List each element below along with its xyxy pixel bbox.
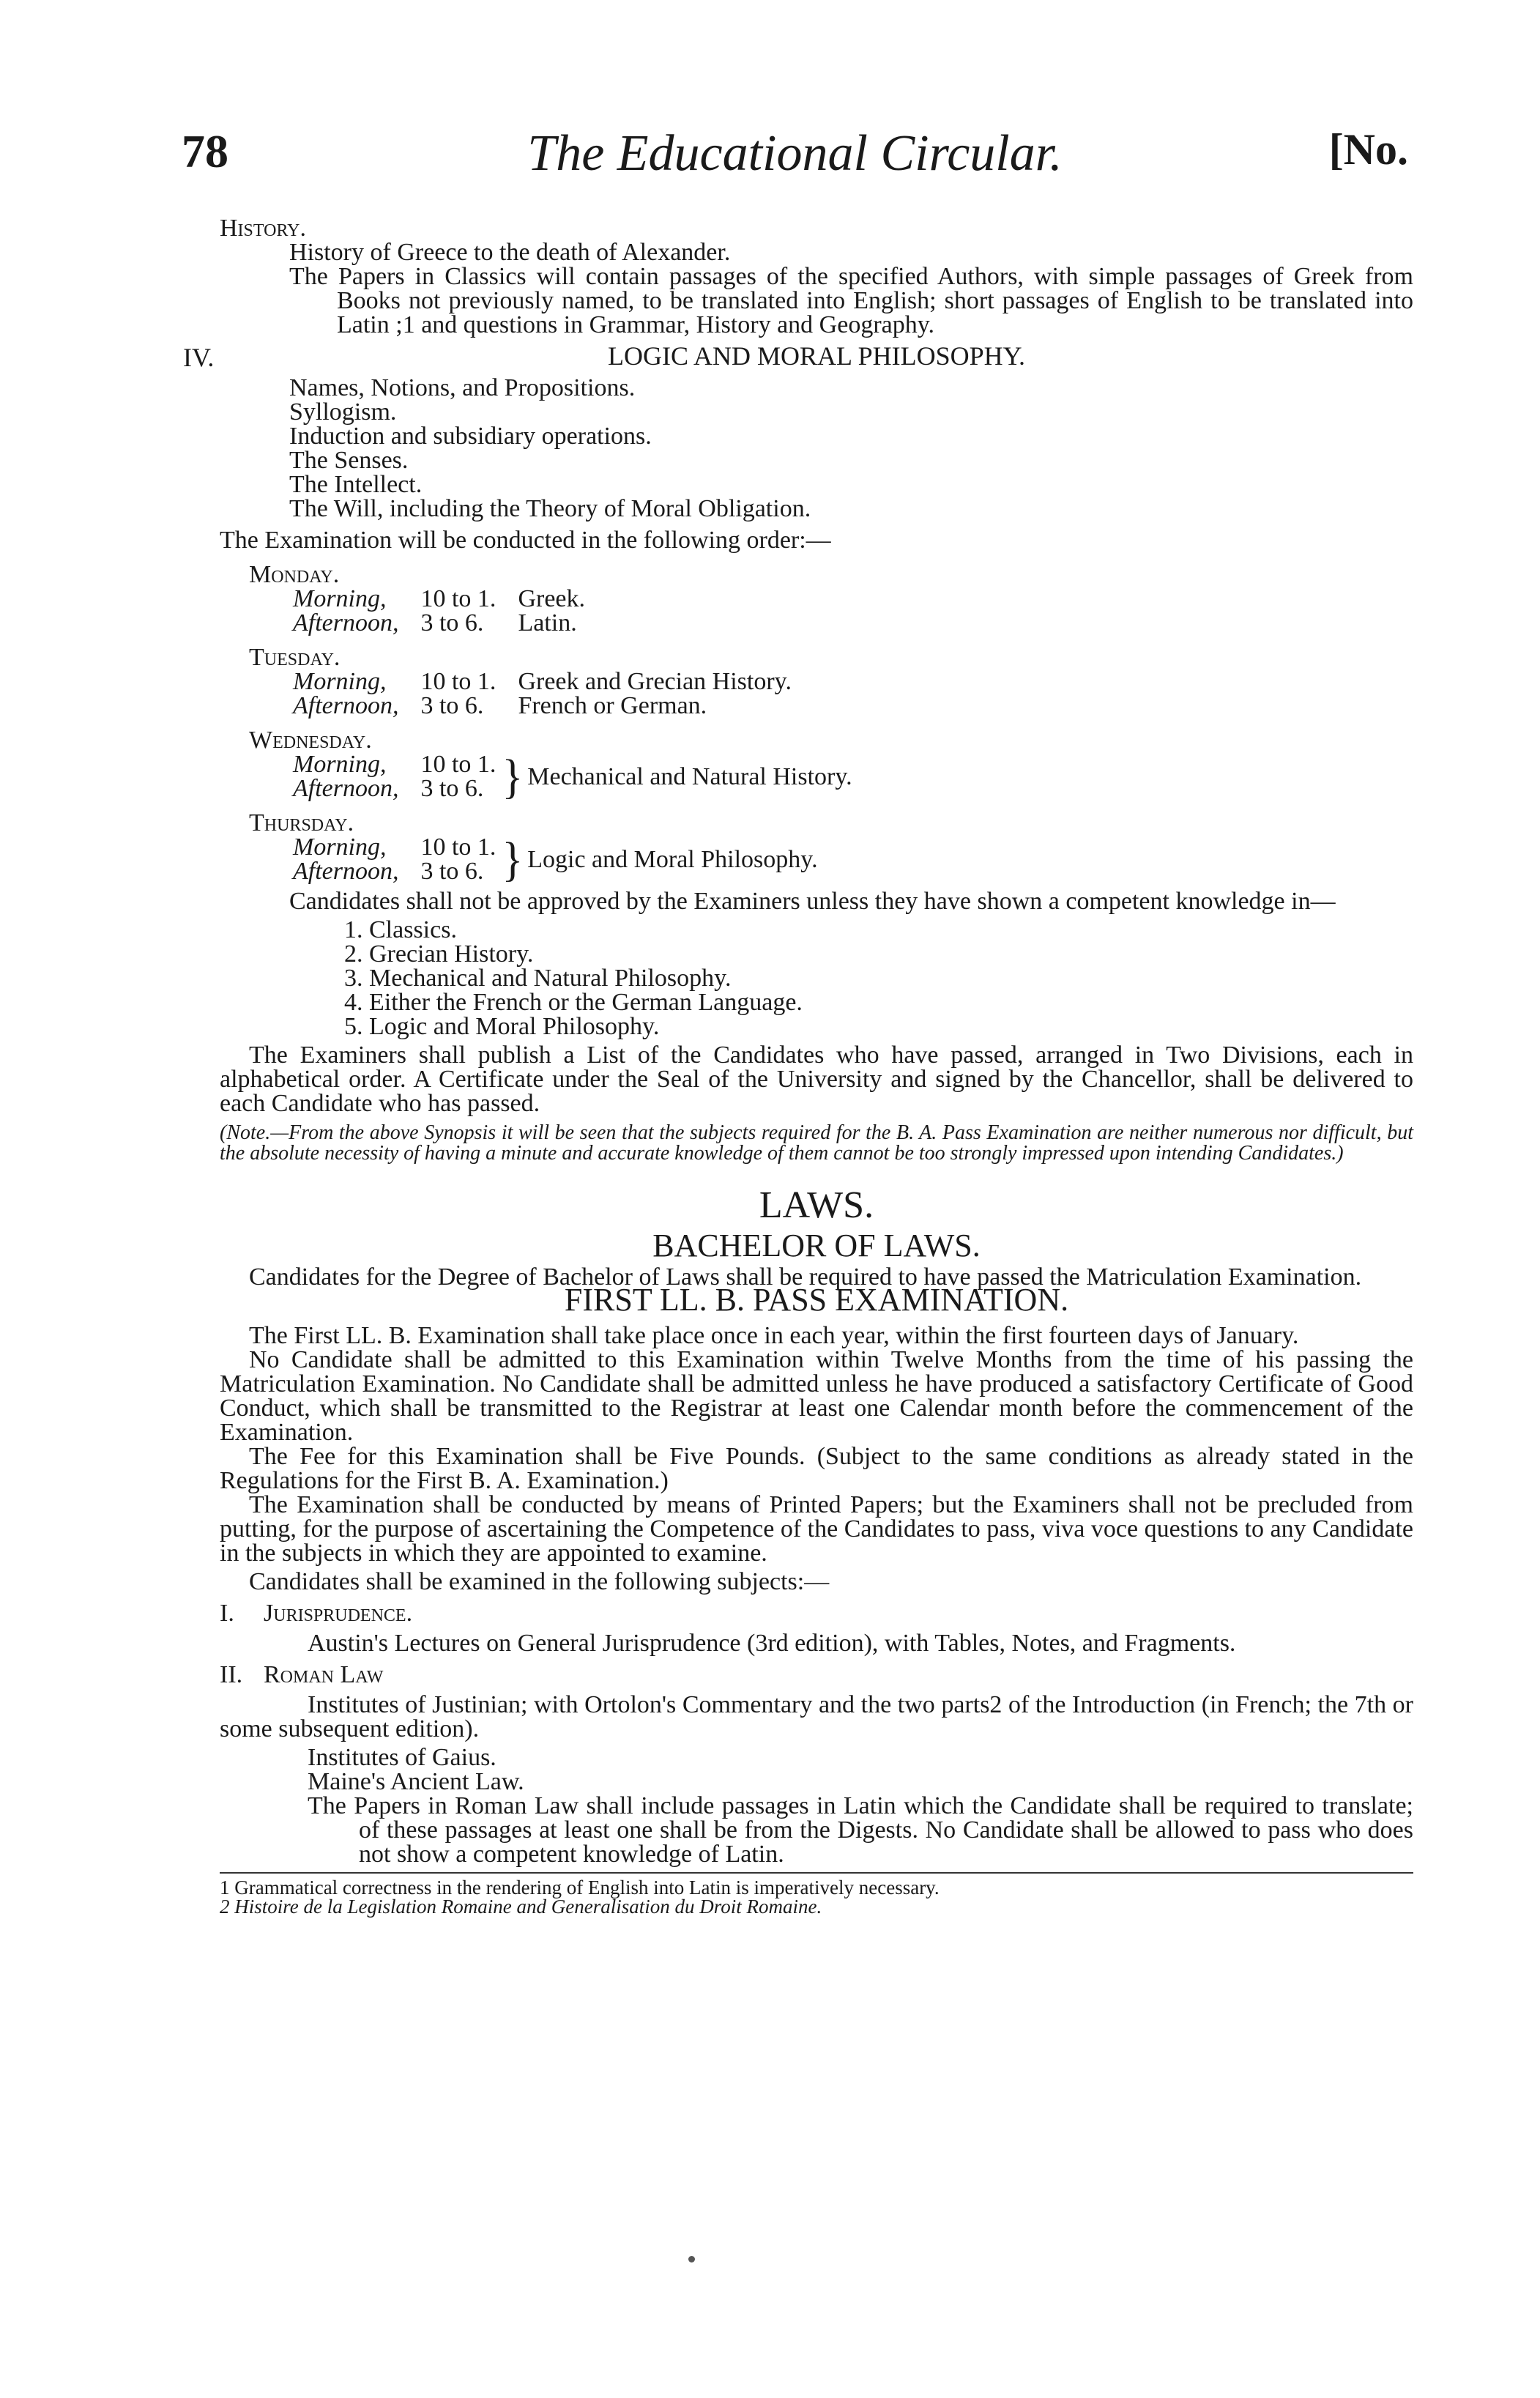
brace-glyph: } — [502, 832, 524, 886]
issue-label: [No. — [1328, 125, 1408, 174]
journal-title: The Educational Circular. — [527, 125, 1063, 182]
slot-subject: Mechanical and Natural History. — [527, 762, 852, 790]
day-slots — [293, 749, 1413, 803]
subject-number: II. — [220, 1661, 243, 1688]
page-number: 78 — [182, 125, 228, 177]
bachelor-heading: BACHELOR OF LAWS. — [652, 1228, 981, 1263]
schedule-wednesday — [220, 728, 1413, 801]
slot-hours: 3 to 6. — [420, 692, 484, 719]
schedule-monday — [220, 563, 1413, 635]
day-slots — [293, 832, 1413, 886]
history-line: History of Greece to the death of Alexander. — [289, 239, 731, 266]
logic-topic: The Intellect. — [289, 471, 423, 498]
logic-topics — [220, 376, 1413, 521]
subject-text: Institutes of Gaius. — [308, 1744, 496, 1771]
laws-paragraph: The Fee for this Examination shall be Five Pounds. (Subject to the same conditions as already stated in the Regulations for the First B. A. Examination.) — [220, 1443, 1413, 1494]
laws-paragraph: Candidates shall be examined in the following subjects:— — [249, 1568, 830, 1595]
approval-list — [344, 918, 1413, 1039]
slot-time: Afternoon, — [293, 775, 399, 802]
list-item: 5. Logic and Moral Philosophy. — [344, 1013, 660, 1040]
laws-intro: Candidates for the Degree of Bachelor of Laws shall be required to have passed the Matriculation Examination. — [249, 1263, 1362, 1291]
subject-text: Institutes of Justinian; with Ortolon's Commentary and the two parts2 of the Introduction (in French; the 7th or some subsequent edition). — [220, 1691, 1413, 1742]
slot-hours: 3 to 6. — [420, 858, 484, 885]
day-label: Thursday. — [249, 809, 354, 836]
schedule-thursday — [220, 809, 1413, 886]
slot-time: Afternoon, — [293, 609, 399, 636]
slot-hours: 3 to 6. — [420, 609, 484, 636]
logic-topic: Syllogism. — [289, 398, 397, 426]
list-item: 3. Mechanical and Natural Philosophy. — [344, 965, 732, 992]
slot-hours: 3 to 6. — [420, 775, 484, 802]
schedule-tuesday — [220, 645, 1413, 718]
section-heading: LOGIC AND MORAL PHILOSOPHY. — [607, 341, 1026, 371]
logic-topic: Induction and subsidiary operations. — [289, 423, 652, 450]
day-label: Wednesday. — [249, 727, 372, 754]
running-header — [182, 125, 1408, 190]
logic-topic: The Senses. — [289, 447, 409, 474]
slot-subject: Greek and Grecian History. — [518, 668, 792, 695]
slot-time: Morning, — [293, 751, 387, 778]
slot-time: Morning, — [293, 668, 387, 695]
slot-subject: French or German. — [518, 692, 707, 719]
page-content — [183, 215, 1413, 1918]
approval-paragraph: Candidates shall not be approved by the Examiners unless they have shown a competent knowledge in— — [289, 888, 1336, 915]
footnote-rule — [220, 1872, 1413, 1874]
footnote: 2 Histoire de la Legislation Romaine and Generalisation du Droit Romaine. — [220, 1896, 822, 1918]
list-item: 4. Either the French or the German Language. — [344, 989, 803, 1016]
footnote: 1 Grammatical correctness in the rendering of English into Latin is imperatively necessary. — [220, 1877, 940, 1898]
slot-time: Afternoon, — [293, 692, 399, 719]
day-slots — [293, 669, 1413, 718]
laws-paragraph: No Candidate shall be admitted to this Examination within Twelve Months from the time of his passing the Matriculation Examination. No Candidate shall be admitted unless he have produced a satisfactory Certificate of Good Conduct, which shall be transmitted to the Registrar at least one Calendar month before the commencement of the Examination. — [220, 1346, 1413, 1446]
subject-roman-law — [220, 1663, 1413, 1866]
list-item: 2. Grecian History. — [344, 940, 534, 968]
subject-text: Maine's Ancient Law. — [308, 1768, 524, 1795]
subject-number: I. — [220, 1600, 234, 1627]
day-slots — [293, 587, 1413, 635]
laws-paragraph: The Examination shall be conducted by means of Printed Papers; but the Examiners shall not be precluded from putting, for the purpose of ascertaining the Competence of the Candidates to pass, viva voce questions to any Candidate in the subjects in which they are appointed to examine. — [220, 1491, 1413, 1567]
subject-jurisprudence — [220, 1601, 1413, 1655]
slot-subject: Logic and Moral Philosophy. — [527, 845, 818, 873]
classics-papers-paragraph: The Papers in Classics will contain passages of the specified Authors, with simple passages of Greek from Books not previously named, to be translated into English; short passages of English to be translated into Latin ;1 and questions in Grammar, History and Geography. — [289, 263, 1413, 338]
laws-heading: LAWS. — [759, 1184, 874, 1226]
day-label: Tuesday. — [249, 644, 341, 671]
order-intro: The Examination will be conducted in the following order:— — [220, 527, 831, 554]
subject-text: Austin's Lectures on General Jurisprudence (3rd edition), with Tables, Notes, and Fragments. — [308, 1630, 1236, 1657]
slot-hours: 10 to 1. — [420, 668, 496, 695]
note-paragraph: (Note.—From the above Synopsis it will be seen that the subjects required for the B. A. Pass Examination are neither numerous nor difficult, but the absolute necessity of having a minute and accurate knowledge of them cannot be too strongly impressed upon intending Candidates.) — [220, 1121, 1413, 1165]
slot-hours: 10 to 1. — [420, 751, 496, 778]
logic-topic: The Will, including the Theory of Moral Obligation. — [289, 495, 811, 522]
section-number: IV. — [183, 343, 215, 372]
publish-paragraph: The Examiners shall publish a List of the Candidates who have passed, arranged in Two Divisions, each in alphabetical order. A Certificate under the Seal of the University and signed by the Chancellor, shall be delivered to each Candidate who has passed. — [220, 1042, 1413, 1117]
laws-paragraph: The First LL. B. Examination shall take place once in each year, within the first fourteen days of January. — [249, 1322, 1299, 1349]
slot-hours: 10 to 1. — [420, 585, 496, 612]
slot-subject: Greek. — [518, 585, 585, 612]
slot-time: Afternoon, — [293, 858, 399, 885]
slot-time: Morning, — [293, 585, 387, 612]
subject-title: Jurisprudence. — [264, 1600, 413, 1627]
slot-subject: Latin. — [518, 609, 577, 636]
subject-title: Roman Law — [264, 1661, 384, 1688]
list-item: 1. Classics. — [344, 916, 457, 943]
subject-text: The Papers in Roman Law shall include passages in Latin which the Candidate shall be required to translate; of these passages at least one shall be from the Digests. No Candidate shall be allowed to pass who does not show a competent knowledge of Latin. — [308, 1792, 1413, 1868]
logic-section — [183, 340, 1413, 372]
history-heading: History. — [220, 215, 306, 242]
logic-topic: Names, Notions, and Propositions. — [289, 374, 636, 401]
day-label: Monday. — [249, 561, 340, 588]
first-llb-heading: FIRST LL. B. PASS EXAMINATION. — [564, 1282, 1069, 1318]
print-speck — [688, 2256, 695, 2262]
slot-time: Morning, — [293, 834, 387, 861]
brace-glyph: } — [502, 749, 524, 803]
slot-hours: 10 to 1. — [420, 834, 496, 861]
